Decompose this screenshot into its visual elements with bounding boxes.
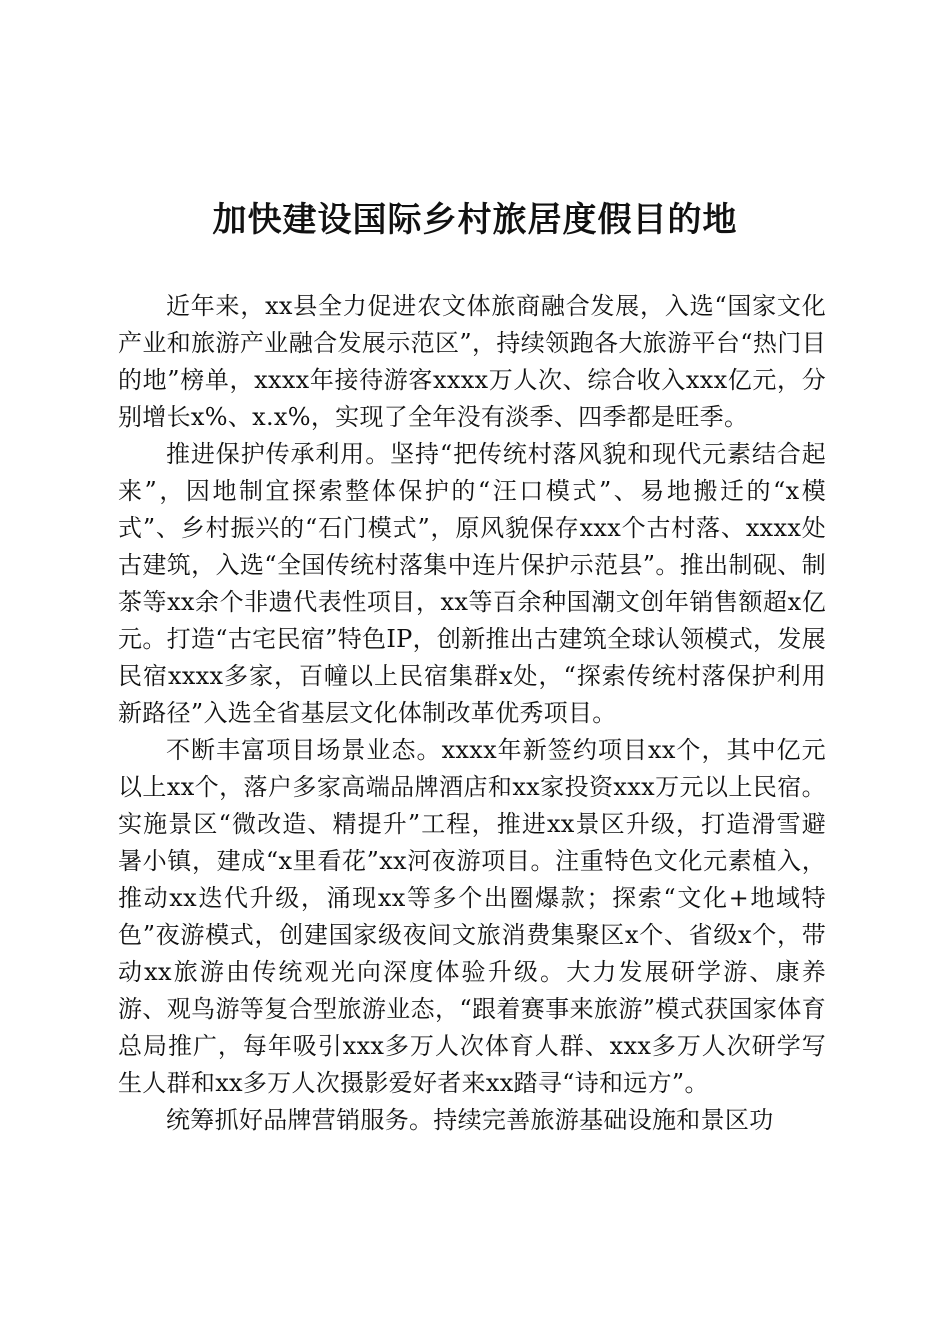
page-title: 加快建设国际乡村旅居度假目的地 [212, 200, 738, 240]
paragraph-branding: 统筹抓好品牌营销服务。持续完善旅游基础设施和景区功 [166, 1106, 774, 1134]
paragraph-intro: 近年来，xx县全力促进农文体旅商融合发展，入选“国家文化产业和旅游产业融合发展示范区”，持续领跑各大旅游平台“热门目的地”榜单，xxxx年接待游客xxxx万人次、综合收入xxx亿元，分别增长x%、x.x%，实现了全年没有淡季、四季都是旺季。 [118, 292, 826, 431]
paragraph-protection: 推进保护传承利用。坚持“把传统村落风貌和现代元素结合起来”，因地制宜探索整体保护的“汪口模式”、易地搬迁的“x模式”、乡村振兴的“石门模式”，原风貌保存xxx个古村落、xxxx处古建筑，入选“全国传统村落集中连片保护示范县”。推出制砚、制茶等xx余个非遗代表性项目，xx等百余种国潮文创年销售额超x亿元。打造“古宅民宿”特色IP，创新推出古建筑全球认领模式，发展民宿xxxx多家，百幢以上民宿集群x处，“探索传统村落保护利用新路径”入选全省基层文化体制改革优秀项目。 [118, 440, 826, 727]
document-body [118, 288, 826, 1139]
paragraph-projects: 不断丰富项目场景业态。xxxx年新签约项目xx个，其中亿元以上xx个，落户多家高端品牌酒店和xx家投资xxx万元以上民宿。实施景区“微改造、精提升”工程，推进xx景区升级，打造滑雪避暑小镇，建成“x里看花”xx河夜游项目。注重特色文化元素植入，推动xx迭代升级，涌现xx等多个出圈爆款；探索“文化+地域特色”夜游模式，创建国家级夜间文旅消费集聚区x个、省级x个，带动xx旅游由传统观光向深度体验升级。大力发展研学游、康养游、观鸟游等复合型旅游业态，“跟着赛事来旅游”模式获国家体育总局推广，每年吸引xxx多万人次体育人群、xxx多万人次研学写生人群和xx多万人次摄影爱好者来xx踏寻“诗和远方”。 [118, 736, 826, 1097]
